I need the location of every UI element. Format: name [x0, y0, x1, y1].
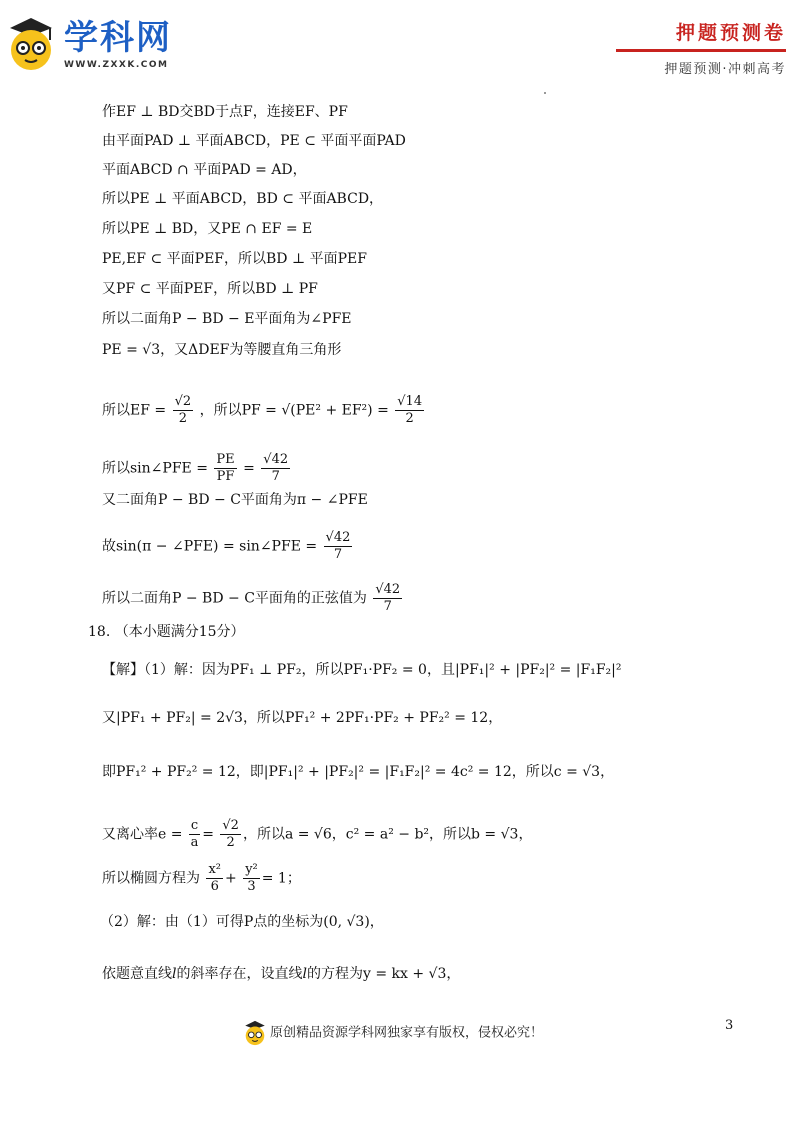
- math-expr: PE = √3: [102, 342, 161, 358]
- numerator: PE: [216, 452, 235, 467]
- text-span: 故sin(π − ∠PFE) = sin∠PFE =: [102, 538, 322, 555]
- denominator: 7: [333, 547, 343, 562]
- math-expr: PF₁² + PF₂² = 12: [116, 764, 236, 780]
- header-subtitle: 押题预测·冲刺高考: [664, 62, 786, 77]
- text-line: 作EF ⊥ BD交BD于点F，连接EF、PF: [102, 104, 348, 120]
- fraction: [373, 582, 402, 615]
- text-span: 的斜率存在，设直线: [176, 966, 303, 982]
- footer-text: 原创精品资源学科网独家享有版权，侵权必究！: [270, 1025, 544, 1041]
- denominator: 7: [271, 469, 280, 484]
- numerator: √2: [222, 818, 239, 833]
- fraction: [214, 452, 236, 485]
- numerator: c: [190, 818, 199, 833]
- text-span: 【解】（1）解：因为PF₁ ⊥ PF₂，所以: [102, 662, 344, 678]
- text-span: ，: [369, 914, 384, 930]
- fraction: [173, 394, 194, 427]
- header-logo: [6, 12, 196, 76]
- question-heading: 18. （本小题满分15分）: [88, 624, 245, 640]
- header-badge-block: [596, 18, 786, 77]
- text-span: ，又ΔDEF: [160, 342, 230, 358]
- math-expr: |PF₁|² + |PF₂|² = |F₁F₂|² = 4c² = 12: [263, 764, 512, 780]
- text-line: 又PF ⊂ 平面PEF，所以BD ⊥ PF: [102, 281, 318, 297]
- text-line: 所以PE ⊥ BD，又PE ∩ EF = E: [102, 221, 313, 237]
- text-line: 所以椭圆方程为 $\frac{\text{x²}}{6}$ + $\frac{\text{y²}}{3}$ = 1；: [102, 862, 301, 894]
- text-span: 的方程为: [306, 966, 363, 982]
- mascot-icon: [6, 16, 56, 72]
- text-span: 所以二面角: [102, 590, 172, 607]
- numerator: √42: [375, 582, 401, 597]
- text-span: 所以sin∠PFE =: [102, 460, 213, 477]
- numerator: √14: [397, 394, 423, 409]
- text-span: （2）解：由（1）可得P点的坐标为: [100, 914, 324, 930]
- math-expr: c² = a² − b²: [345, 826, 430, 843]
- fraction: [220, 818, 241, 851]
- text-span: ，: [518, 826, 533, 843]
- text-line: [102, 394, 426, 427]
- text-span: 所以椭圆方程为: [102, 870, 200, 887]
- math-expr: l: [172, 966, 177, 982]
- text-span: ，即: [235, 764, 264, 780]
- math-expr: PF₁·PF₂ = 0: [343, 662, 427, 678]
- text-line: [102, 762, 614, 782]
- denominator: 2: [226, 835, 235, 850]
- text-span: ，: [446, 966, 461, 982]
- logo-text: 学科网: [64, 18, 172, 58]
- fraction: [243, 862, 260, 895]
- stray-dot: [544, 92, 546, 94]
- text-span: 为等腰直角三角形: [229, 342, 342, 358]
- text-span: 依题意直线: [102, 966, 172, 982]
- math-expr: l: [302, 966, 307, 982]
- fraction: [261, 452, 290, 485]
- numerator: x²: [208, 862, 221, 877]
- text-line: [102, 660, 622, 680]
- header-rule: [616, 49, 786, 52]
- text-line: 所以PE ⊥ 平面ABCD，BD ⊂ 平面ABCD，: [102, 191, 384, 207]
- math-expr: PF₁² + 2PF₁·PF₂ + PF₂² = 12: [284, 710, 489, 726]
- fraction: [324, 530, 353, 563]
- denominator: 6: [210, 879, 219, 894]
- text-line: 又离心率e = $\frac{c}{a}$ = $\frac{√2}{2}$ ，所以a = √6，c² = a² − b²，所以b = √3，: [102, 818, 533, 850]
- text-span: ，所以: [242, 826, 285, 843]
- numerator: √42: [263, 452, 289, 467]
- text-span: = 1；: [261, 870, 301, 887]
- text-span: ，所以: [242, 710, 285, 726]
- text-span: ，所以PF = √(PE² + EF²) =: [199, 402, 394, 419]
- math-expr: P − BD − C: [172, 590, 255, 607]
- denominator: 7: [383, 599, 392, 614]
- text-line: [102, 530, 354, 563]
- text-line: [102, 708, 502, 728]
- text-span: ，: [488, 710, 503, 726]
- text-span: ，所以: [429, 826, 472, 843]
- header-badge: 押题预测卷: [675, 22, 786, 44]
- fraction: [395, 394, 424, 427]
- text-span: 平面角的正弦值为: [254, 590, 367, 607]
- denominator: 2: [178, 411, 187, 426]
- math-expr: y = kx + √3: [362, 966, 447, 982]
- text-span: 又离心率e =: [102, 826, 187, 843]
- text-line: [102, 340, 341, 360]
- math-expr: b = √3: [471, 826, 519, 843]
- text-line: [102, 964, 460, 984]
- denominator: PF: [216, 469, 235, 484]
- denominator: a: [190, 835, 199, 850]
- footer: [242, 1020, 543, 1046]
- text-span: ，: [331, 826, 346, 843]
- text-line: [100, 912, 384, 932]
- text-span: ，且|PF₁|² + |PF₂|² = |F₁F₂|²: [426, 662, 622, 678]
- denominator: 3: [247, 879, 256, 894]
- math-expr: a = √6: [284, 826, 332, 843]
- denominator: 2: [405, 411, 414, 426]
- text-line: 由平面PAD ⊥ 平面ABCD，PE ⊂ 平面平面PAD: [102, 133, 406, 149]
- numerator: √42: [325, 530, 351, 545]
- logo-url: WWW.ZXXK.COM: [64, 60, 169, 70]
- text-span: =: [243, 460, 260, 477]
- fraction: [189, 818, 200, 851]
- text-line: 又二面角P − BD − C平面角为π − ∠PFE: [102, 492, 368, 508]
- text-span: 即: [102, 764, 116, 780]
- text-line: PE,EF ⊂ 平面PEF，所以BD ⊥ 平面PEF: [102, 251, 367, 267]
- numerator: √2: [174, 394, 192, 409]
- text-line: 所以二面角P − BD − E平面角为∠PFE: [102, 311, 352, 327]
- mascot-icon: [242, 1020, 268, 1046]
- text-line: [102, 452, 292, 485]
- text-span: 又: [102, 710, 116, 726]
- math-expr: |PF₁ + PF₂| = 2√3: [116, 710, 243, 726]
- fraction: [206, 862, 223, 895]
- math-expr: (0, √3): [323, 914, 370, 930]
- numerator: y²: [245, 862, 258, 877]
- text-line: [102, 582, 404, 615]
- page-number: 3: [725, 1018, 734, 1033]
- text-span: ，所以c = √3，: [511, 764, 615, 780]
- text-span: 所以EF =: [102, 402, 171, 419]
- text-line: 平面ABCD ∩ 平面PAD = AD，: [102, 162, 307, 178]
